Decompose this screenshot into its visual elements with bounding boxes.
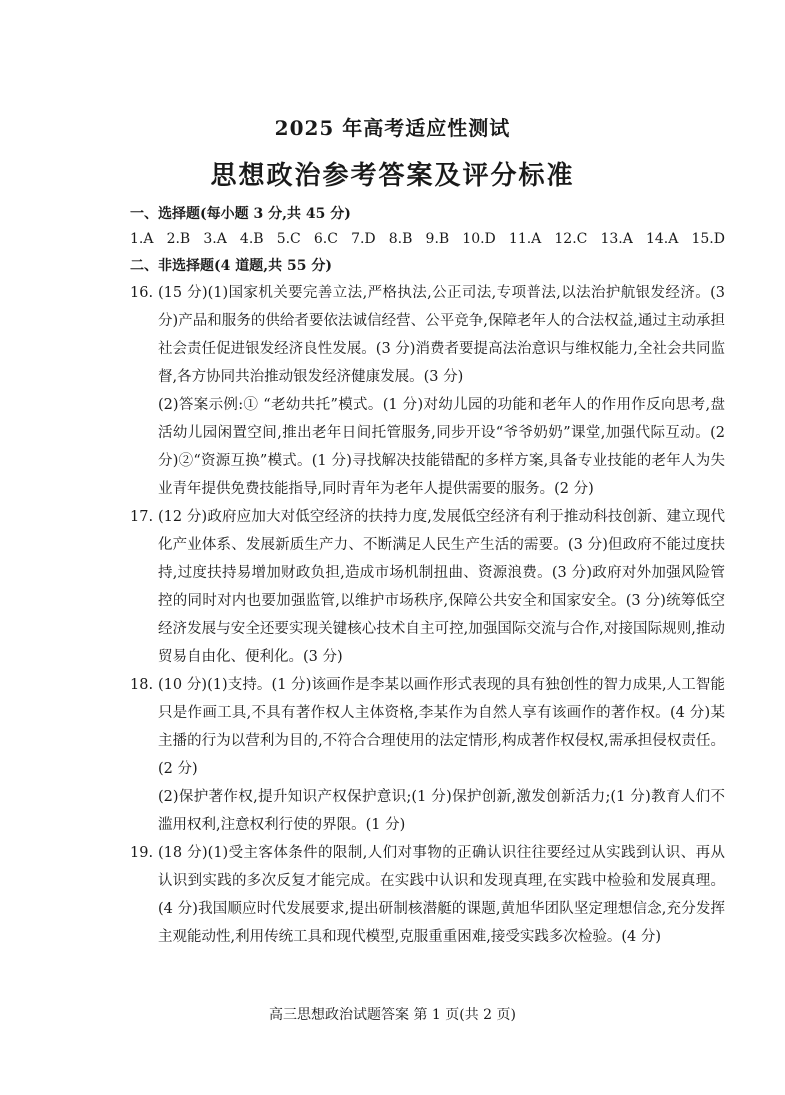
question-18-part1: (10 分)(1)支持。(1 分)该画作是李某以画作形式表现的具有独创性的智力成果,人工智能只是作画工具,不具有著作权人主体资格,李某作为自然人享有该画作的著作权。(4 分)某主播的行为以营利为目的,不符合合理使用的法定情形,构成著作权侵权,需承担侵权责任。(2 分): [158, 677, 725, 777]
answer-item: 9.B: [425, 231, 450, 247]
question-16-part1: (15 分)(1)国家机关要完善立法,严格执法,公正司法,专项普法,以法治护航银发经济。(3 分)产品和服务的供给者要依法诚信经营、公平竞争,保障老年人的合法权益,通过主动承担社会责任促进银发经济良性发展。(3 分)消费者要提高法治意识与维权能力,全社会共同监督,各方协同共治推动银发经济健康发展。(3 分): [158, 285, 725, 385]
answer-item: 15.D: [691, 231, 725, 247]
answer-item: 6.C: [313, 231, 338, 247]
answer-item: 3.A: [203, 231, 227, 247]
answer-item: 4.B: [239, 231, 264, 247]
question-17: [130, 503, 725, 671]
answer-item: 14.A: [645, 231, 679, 247]
question-number: 19.: [130, 845, 154, 861]
answer-item: 2.B: [166, 231, 191, 247]
page-footer: 高三思想政治试题答案 第 1 页(共 2 页): [269, 1007, 516, 1023]
question-19: [130, 839, 725, 951]
question-16: [130, 279, 725, 503]
section1-heading: 一、选择题(每小题 3 分,共 45 分): [130, 206, 351, 222]
question-number: 18.: [130, 677, 154, 693]
answer-item: 1.A: [130, 231, 154, 247]
question-18: [130, 671, 725, 839]
question-18-part2: (2)保护著作权,提升知识产权保护意识;(1 分)保护创新,激发创新活力;(1 分)教育人们不滥用权利,注意权利行使的界限。(1 分): [158, 789, 725, 833]
answer-item: 8.B: [388, 231, 413, 247]
question-19-part1: (18 分)(1)受主客体条件的限制,人们对事物的正确认识往往要经过从实践到认识、再从认识到实践的多次反复才能完成。在实践中认识和发现真理,在实践中检验和发展真理。(4 分)我国顺应时代发展要求,提出研制核潜艇的课题,黄旭华团队坚定理想信念,充分发挥主观能动性,利用传统工具和现代模型,克服重重困难,接受实践多次检验。(4 分): [158, 845, 725, 945]
answer-content: [130, 203, 725, 951]
answer-item: 11.A: [508, 231, 542, 247]
question-number: 17.: [130, 509, 154, 525]
question-17-part1: (12 分)政府应加大对低空经济的扶持力度,发展低空经济有利于推动科技创新、建立现代化产业体系、发展新质生产力、不断满足人民生产生活的需要。(3 分)但政府不能过度扶持,过度扶持易增加财政负担,造成市场机制扭曲、资源浪费。(3 分)政府对外加强风险管控的同时对内也要加强监管,以维护市场秩序,保障公共安全和国家安全。(3 分)统筹低空经济发展与安全还要实现关键核心技术自主可控,加强国际交流与合作,对接国际规则,推动贸易自由化、便利化。(3 分): [158, 509, 725, 665]
answer-item: 7.D: [351, 231, 376, 247]
answer-item: 13.A: [600, 231, 633, 247]
question-number: 16.: [130, 285, 154, 301]
choice-answers: [130, 227, 725, 251]
section2-heading: 二、非选择题(4 道题,共 55 分): [130, 258, 332, 274]
page-title: 2025 年高考适应性测试: [274, 116, 511, 140]
answer-item: 12.C: [554, 231, 588, 247]
answer-item: 5.C: [276, 231, 301, 247]
question-16-part2: (2)答案示例:① “老幼共托”模式。(1 分)对幼儿园的功能和老年人的作用作反向思考,盘活幼儿园闲置空间,推出老年日间托管服务,同步开设“爷爷奶奶”课堂,加强代际互动。(2 分)②“资源互换”模式。(1 分)寻找解决技能错配的多样方案,具备专业技能的老年人为失业青年提供免费技能指导,同时青年为老年人提供需要的服务。(2 分): [158, 397, 725, 497]
page-subtitle: 思想政治参考答案及评分标准: [210, 161, 575, 191]
answer-item: 10.D: [462, 231, 496, 247]
